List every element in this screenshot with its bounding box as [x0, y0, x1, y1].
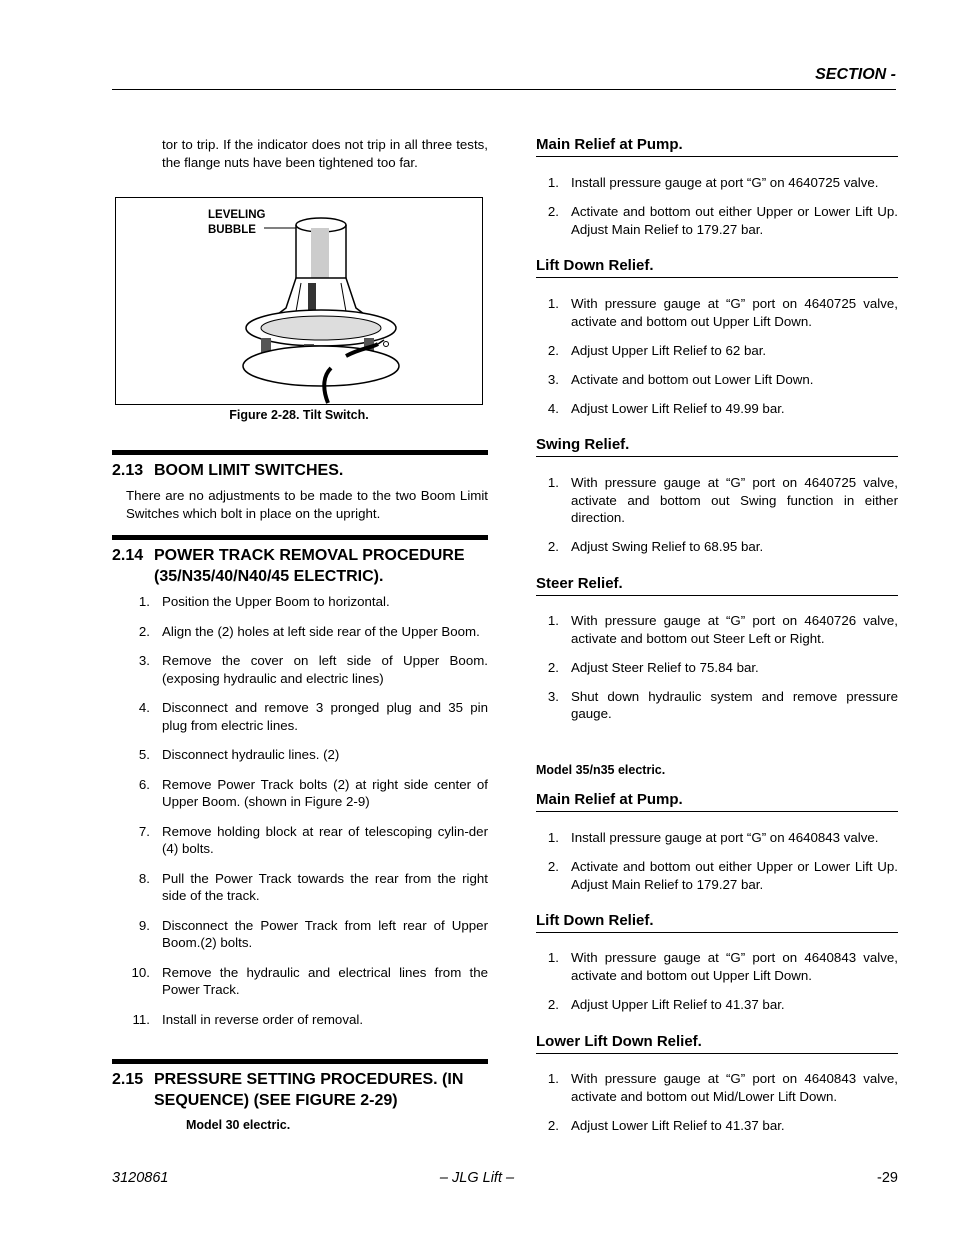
section-2-14-heading	[112, 535, 488, 587]
list-item	[536, 829, 898, 847]
step-text: With pressure gauge at “G” port on 4640725 valve, activate and bottom out Swing function in either direction.	[571, 475, 898, 525]
step-number: 1.	[138, 594, 150, 609]
list-item	[536, 1070, 898, 1105]
figure-label-line2: BUBBLE	[208, 224, 256, 236]
step-number: 2.	[547, 1117, 559, 1133]
figure-label-line1: LEVELING	[208, 209, 266, 221]
subheading-steer: Steer Relief.	[536, 575, 898, 596]
page-number: -29	[877, 1170, 898, 1186]
step-text: Adjust Swing Relief to 68.95 bar.	[571, 539, 764, 554]
step-number: 2.	[138, 623, 150, 639]
subheading-main-relief: Main Relief at Pump.	[536, 791, 898, 812]
list-item	[536, 949, 898, 984]
tilt-switch-figure	[115, 197, 483, 405]
step-number: 2.	[547, 996, 559, 1012]
list-item	[126, 823, 488, 858]
figure-caption: Figure 2-28. Tilt Switch.	[229, 408, 369, 422]
section-header: SECTION -	[815, 66, 896, 83]
step-number: 1.	[547, 296, 559, 311]
step-number: 2.	[547, 859, 559, 874]
step-number: 2.	[547, 539, 559, 554]
step-number: 11.	[132, 1011, 150, 1027]
lift-down-steps	[536, 295, 898, 417]
step-number: 1.	[547, 175, 559, 190]
list-item	[536, 612, 898, 647]
step-number: 2.	[547, 342, 559, 358]
step-number: 1.	[547, 830, 559, 845]
step-text: Adjust Upper Lift Relief to 41.37 bar.	[571, 996, 785, 1012]
list-item	[126, 917, 488, 952]
section-number: 2.15	[112, 1071, 144, 1088]
step-number: 6.	[138, 776, 150, 792]
section-2-13-body: There are no adjustments to be made to the two Boom Limit Switches which bolt in place on the upright.	[126, 488, 488, 521]
footer-center: – JLG Lift –	[439, 1170, 515, 1186]
steer-steps	[536, 612, 898, 723]
step-text: Activate and bottom out Lower Lift Down.	[571, 371, 814, 387]
step-number: 4.	[138, 700, 150, 715]
subheading-swing: Swing Relief.	[536, 436, 898, 457]
doc-number: 3120861	[112, 1170, 169, 1186]
list-item	[126, 964, 488, 999]
step-number: 1.	[547, 950, 559, 965]
step-text: Remove holding block at rear of telescoping cylin-der (4) bolts.	[162, 823, 488, 856]
step-text: Adjust Lower Lift Relief to 49.99 bar.	[571, 400, 785, 416]
step-number: 1.	[547, 475, 559, 490]
section-number: 2.14	[112, 547, 144, 564]
step-text: Activate and bottom out either Upper or Lower Lift Up. Adjust Main Relief to 179.27 bar.	[571, 859, 898, 892]
swing-steps	[536, 474, 898, 556]
step-text: With pressure gauge at “G” port on 4640726 valve, activate and bottom out Steer Left or Right.	[571, 613, 898, 646]
step-text: Pull the Power Track towards the rear from the right side of the track.	[162, 870, 488, 903]
main-relief-steps	[536, 174, 898, 238]
step-text: With pressure gauge at “G” port on 4640725 valve, activate and bottom out Upper Lift Down.	[571, 296, 898, 329]
main-relief-steps	[536, 829, 898, 893]
step-number: 5.	[138, 747, 150, 762]
section-title: POWER TRACK REMOVAL PROCEDURE (35/N35/40/N40/45 ELECTRIC).	[154, 547, 465, 585]
section-title: PRESSURE SETTING PROCEDURES. (IN SEQUENCE) (SEE FIGURE 2-29)	[154, 1071, 464, 1109]
step-number: 2.	[547, 204, 559, 219]
step-number: 2.	[547, 659, 559, 675]
step-text: Disconnect and remove 3 pronged plug and 35 pin plug from electric lines.	[162, 700, 488, 733]
list-item	[126, 623, 488, 641]
step-text: Adjust Upper Lift Relief to 62 bar.	[571, 342, 767, 358]
list-item	[126, 776, 488, 811]
list-item	[126, 699, 488, 734]
step-number: 3.	[547, 371, 559, 387]
header-rule	[112, 89, 896, 90]
model-label: Model 35/n35 electric.	[536, 763, 666, 777]
step-text: Disconnect hydraulic lines. (2)	[162, 747, 340, 762]
list-item	[536, 371, 898, 389]
list-item	[536, 996, 898, 1014]
step-text: Adjust Lower Lift Relief to 41.37 bar.	[571, 1117, 785, 1133]
section-2-15-heading	[112, 1059, 488, 1111]
step-text: Remove the hydraulic and electrical lines from the Power Track.	[162, 964, 488, 997]
step-text: Activate and bottom out either Upper or Lower Lift Up. Adjust Main Relief to 179.27 bar.	[571, 204, 898, 237]
step-text: Disconnect the Power Track from left rear of Upper Boom.(2) bolts.	[162, 917, 488, 950]
step-number: 4.	[547, 400, 559, 416]
list-item	[536, 203, 898, 238]
list-item	[126, 652, 488, 687]
step-number: 3.	[138, 653, 150, 668]
step-text: Align the (2) holes at left side rear of the Upper Boom.	[162, 623, 480, 639]
step-number: 9.	[138, 917, 150, 933]
list-item	[126, 593, 488, 611]
list-item	[536, 1117, 898, 1135]
lift-down-steps	[536, 949, 898, 1013]
step-text: Position the Upper Boom to horizontal.	[162, 594, 390, 609]
list-item	[536, 295, 898, 330]
list-item	[536, 400, 898, 418]
step-text: Install pressure gauge at port “G” on 4640843 valve.	[571, 830, 879, 845]
section-number: 2.13	[112, 462, 144, 479]
subheading-lower-lift-down: Lower Lift Down Relief.	[536, 1033, 898, 1054]
step-text: With pressure gauge at “G” port on 4640843 valve, activate and bottom out Mid/Lower Lift Down.	[571, 1071, 898, 1104]
list-item	[536, 858, 898, 893]
step-number: 3.	[547, 688, 559, 704]
list-item	[536, 659, 898, 677]
step-number: 1.	[547, 1071, 559, 1086]
section-2-13-heading	[112, 450, 488, 481]
subheading-lift-down: Lift Down Relief.	[536, 912, 898, 933]
list-item	[126, 870, 488, 905]
list-item	[126, 746, 488, 764]
section-2-14-steps	[126, 593, 488, 1028]
list-item	[536, 538, 898, 556]
step-text: With pressure gauge at “G” port on 4640843 valve, activate and bottom out Upper Lift Down.	[571, 950, 898, 983]
step-text: Install pressure gauge at port “G” on 4640725 valve.	[571, 175, 879, 190]
step-text: Remove the cover on left side of Upper Boom. (exposing hydraulic and electric lines)	[162, 653, 488, 686]
step-number: 8.	[138, 870, 150, 886]
list-item	[536, 474, 898, 527]
list-item	[126, 1011, 488, 1029]
step-text: Shut down hydraulic system and remove pressure gauge.	[571, 688, 898, 721]
intro-text: tor to trip. If the indicator does not trip in all three tests, the flange nuts have been tightened too far.	[162, 137, 488, 170]
list-item	[536, 342, 898, 360]
lower-lift-down-steps	[536, 1070, 898, 1134]
subheading-lift-down: Lift Down Relief.	[536, 257, 898, 278]
step-text: Install in reverse order of removal.	[162, 1011, 364, 1027]
section-title: BOOM LIMIT SWITCHES.	[154, 462, 344, 479]
list-item	[536, 688, 898, 723]
subheading-main-relief: Main Relief at Pump.	[536, 136, 898, 157]
step-text: Remove Power Track bolts (2) at right side center of Upper Boom. (shown in Figure 2-9)	[162, 776, 488, 809]
step-number: 10.	[131, 964, 150, 980]
step-number: 7.	[138, 823, 150, 839]
list-item	[536, 174, 898, 192]
model-label: Model 30 electric.	[186, 1118, 291, 1132]
tilt-switch-illustration	[116, 198, 482, 404]
step-text: Adjust Steer Relief to 75.84 bar.	[571, 659, 759, 675]
step-number: 1.	[547, 613, 559, 628]
